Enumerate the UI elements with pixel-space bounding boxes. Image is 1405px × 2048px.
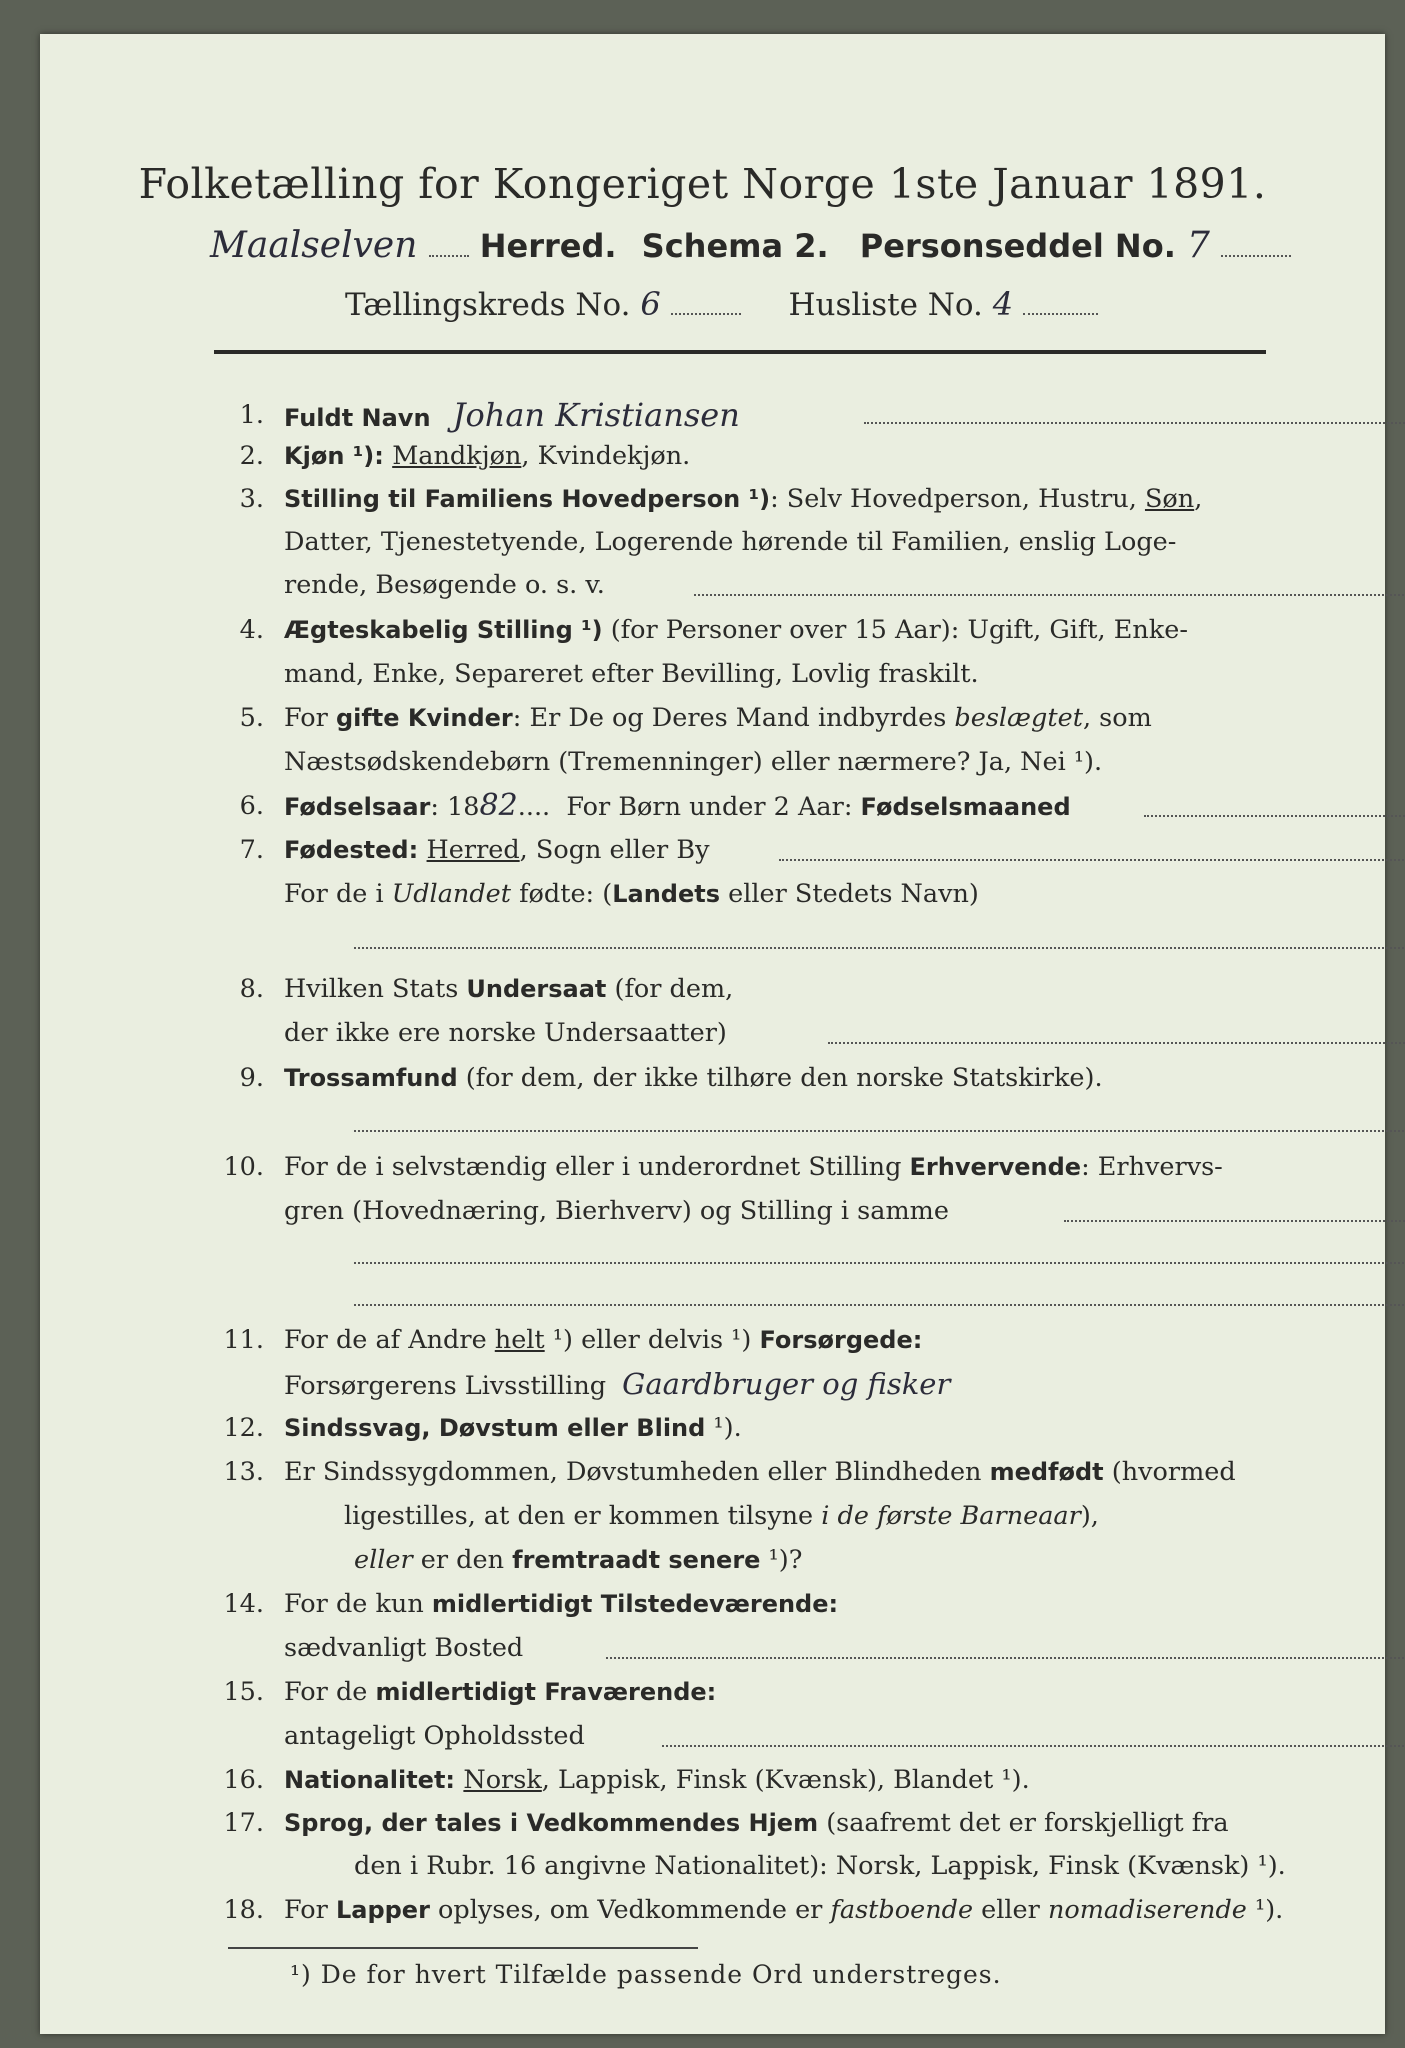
husliste-number: 4 <box>992 285 1014 323</box>
taellingskreds-number: 6 <box>640 285 661 323</box>
provider-occupation-handwritten: Gaardbruger og fisker <box>622 1367 951 1401</box>
kreds-line <box>345 285 1098 323</box>
herred-line <box>210 225 1291 266</box>
herred-label: Herred. <box>479 227 617 265</box>
taellingskreds-label: Tællingskreds No. <box>345 287 631 323</box>
birth-year-handwritten: 82 <box>479 788 518 823</box>
form-title: Folketælling for Kongeriget Norge 1ste Januar 1891. <box>138 160 1267 208</box>
personseddel-label: Personseddel No. <box>859 227 1176 265</box>
footnote: ¹) De for hvert Tilfælde passende Ord understreges. <box>290 1960 1002 1989</box>
full-name-handwritten: Johan Kristiansen <box>452 396 740 434</box>
husliste-label: Husliste No. <box>788 287 983 323</box>
header-rule <box>214 350 1266 354</box>
footnote-rule <box>228 1947 698 1949</box>
herred-handwritten: Maalselven <box>210 225 418 266</box>
personseddel-number: 7 <box>1186 225 1210 266</box>
schema-label: Schema 2. <box>641 227 829 265</box>
